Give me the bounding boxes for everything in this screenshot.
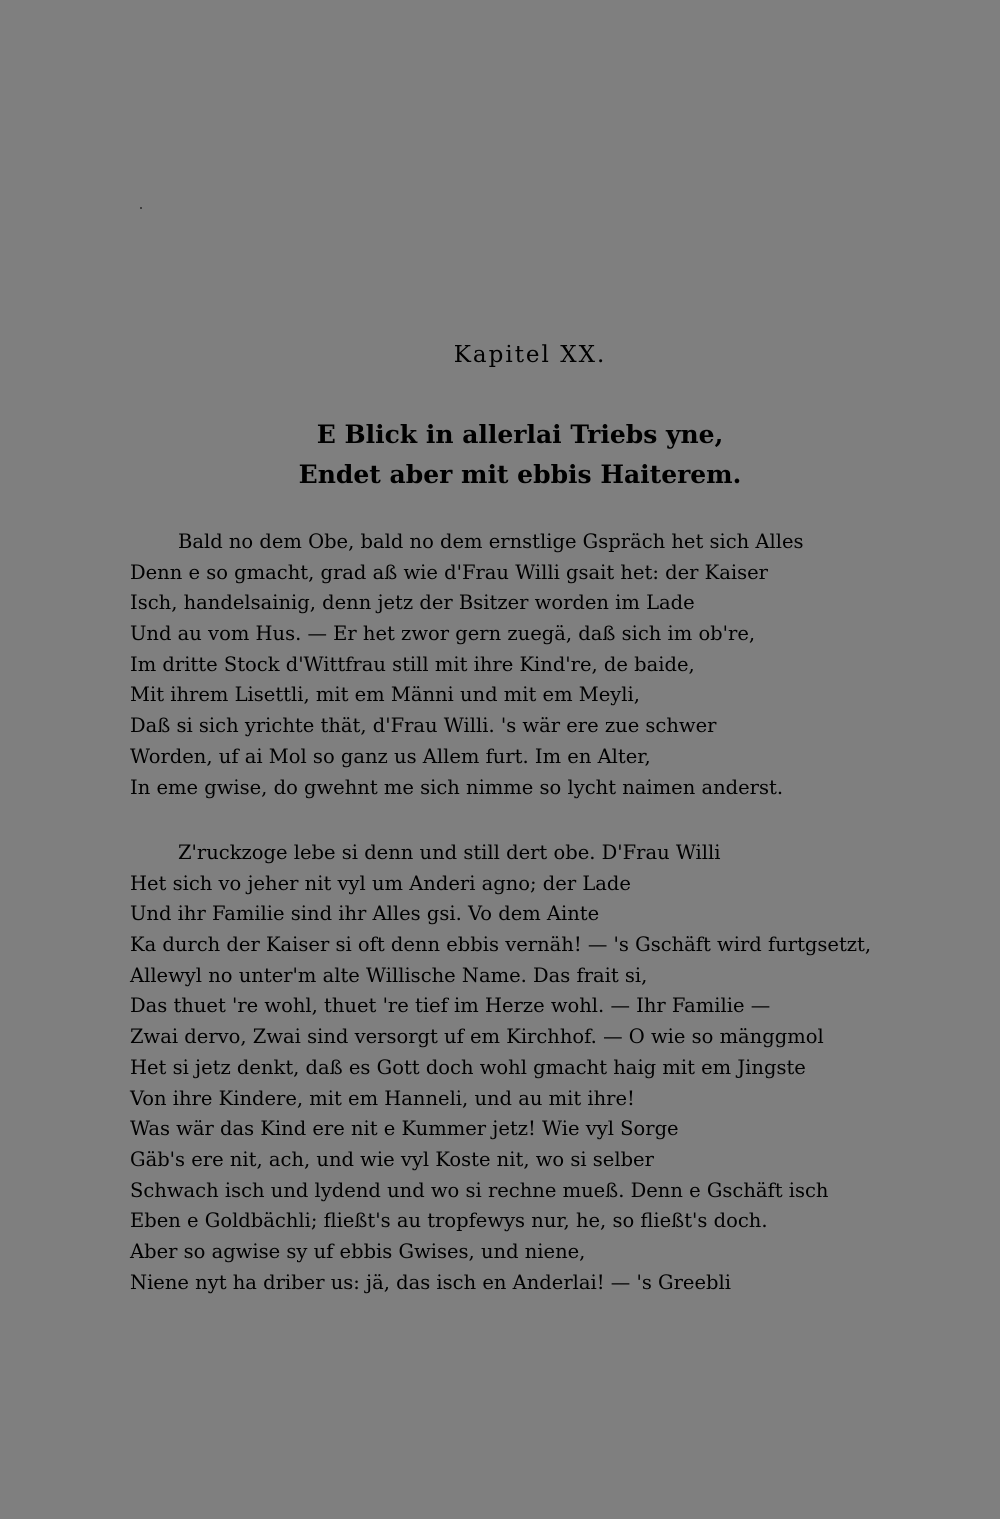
- verse-line: Von ihre Kindere, mit em Hanneli, und au mit ihre!: [130, 1086, 635, 1110]
- verse-line: Eben e Goldbächli; fließt's au tropfewys nur, he, so fließt's doch.: [130, 1209, 768, 1233]
- verse-line: Daß si sich yrichte thät, d'Frau Willi. 's wär ere zue schwer: [130, 714, 717, 738]
- verse-line: Aber so agwise sy uf ebbis Gwises, und niene,: [130, 1239, 586, 1263]
- verse-line: Und au vom Hus. — Er het zwor gern zuegä, daß sich im ob're,: [130, 622, 756, 646]
- verse-line: Allewyl no unter'm alte Willische Name. Das frait si,: [130, 963, 648, 987]
- verse-line: Und ihr Familie sind ihr Alles gsi. Vo dem Ainte: [130, 902, 600, 926]
- verse-line: Isch, handelsainig, denn jetz der Bsitzer worden im Lade: [130, 591, 695, 615]
- chapter-title-line-1: E Blick in allerlai Triebs yne,: [316, 420, 724, 449]
- stanza-1: [130, 527, 930, 803]
- verse-line: Denn e so gmacht, grad aß wie d'Frau Willi gsait het: der Kaiser: [130, 560, 768, 584]
- verse-line: Bald no dem Obe, bald no dem ernstlige Gspräch het sich Alles: [178, 530, 804, 553]
- verse-line: Zwai dervo, Zwai sind versorgt uf em Kirchhof. — O wie so mänggmol: [130, 1025, 824, 1049]
- verse-line: Das thuet 're wohl, thuet 're tief im Herze wohl. — Ihr Familie —: [130, 994, 771, 1018]
- verse-line: In eme gwise, do gwehnt me sich nimme so lycht naimen anderst.: [130, 775, 784, 799]
- verse-line: Niene nyt ha driber us: jä, das isch en Anderlai! — 's Greebli: [130, 1270, 731, 1294]
- verse-line: Het sich vo jeher nit vyl um Anderi agno; der Lade: [130, 871, 631, 895]
- verse-line: Gäb's ere nit, ach, und wie vyl Koste nit, wo si selber: [130, 1147, 654, 1171]
- stanza-2: [130, 838, 930, 1298]
- chapter-title-line-2: Endet aber mit ebbis Haiterem.: [298, 460, 742, 489]
- paper-speck: [140, 207, 142, 209]
- verse-line: Worden, uf ai Mol so ganz us Allem furt. Im en Alter,: [130, 744, 651, 768]
- chapter-label: Kapitel XX.: [453, 342, 607, 368]
- verse-line: Ka durch der Kaiser si oft denn ebbis vernäh! — 's Gschäft wird furtgsetzt,: [130, 933, 872, 957]
- verse-line: Het si jetz denkt, daß es Gott doch wohl gmacht haig mit em Jingste: [130, 1055, 806, 1079]
- verse-line: Im dritte Stock d'Wittfrau still mit ihre Kind're, de baide,: [130, 652, 695, 676]
- verse-line: Schwach isch und lydend und wo si rechne mueß. Denn e Gschäft isch: [130, 1178, 829, 1202]
- verse-line: Was wär das Kind ere nit e Kummer jetz! Wie vyl Sorge: [130, 1117, 679, 1141]
- verse-line: Mit ihrem Lisettli, mit em Männi und mit em Meyli,: [130, 683, 640, 707]
- verse-line: Z'ruckzoge lebe si denn und still dert obe. D'Frau Willi: [178, 841, 721, 864]
- chapter-title: [0, 415, 1000, 495]
